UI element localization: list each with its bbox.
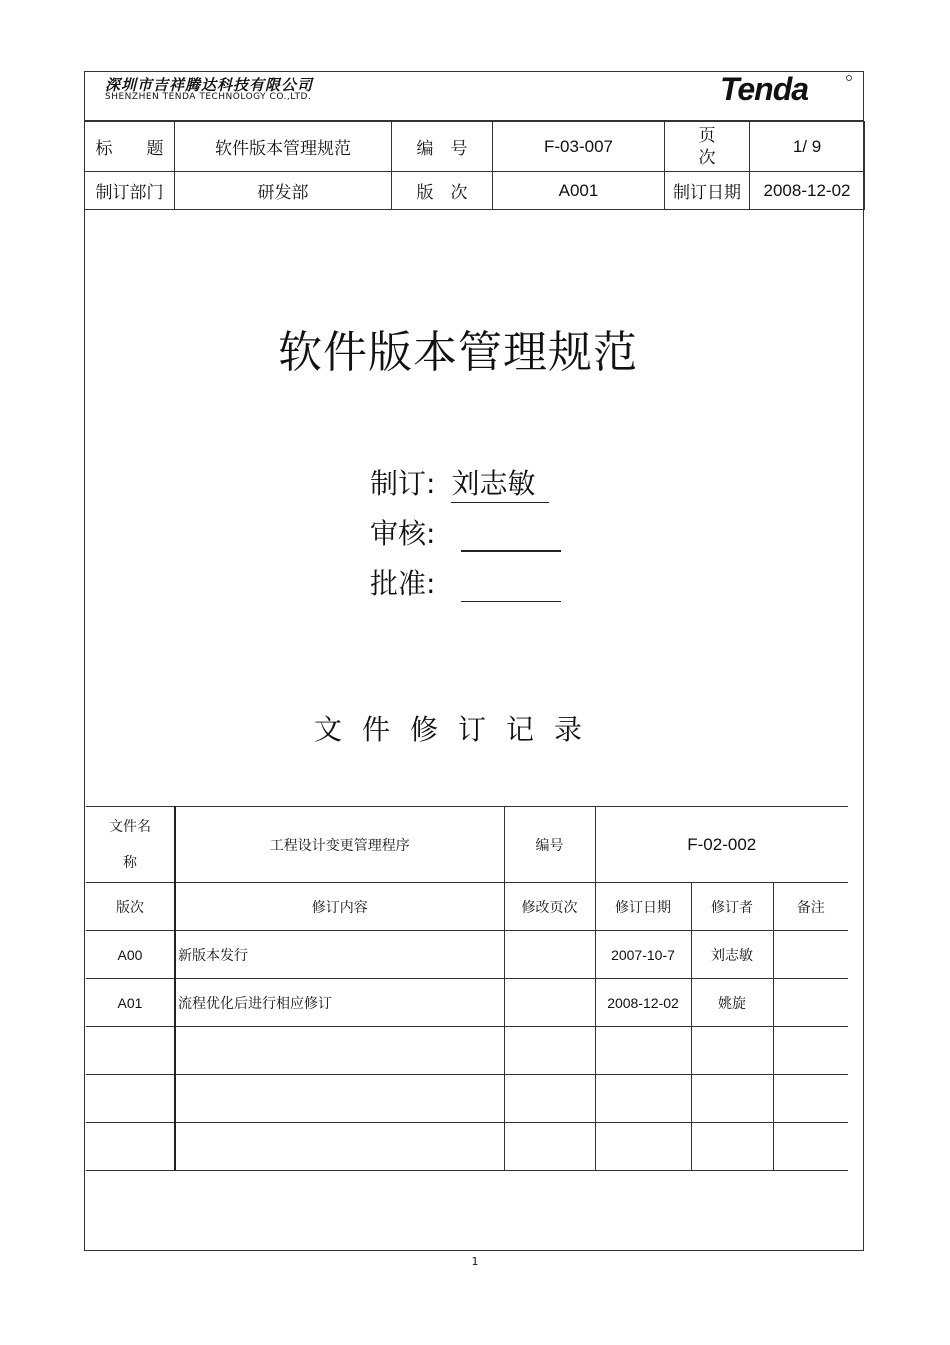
table-cell bbox=[175, 1123, 504, 1171]
file-name-value: 工程设计变更管理程序 bbox=[175, 807, 504, 883]
number-label: 编 号 bbox=[392, 122, 493, 172]
table-cell bbox=[773, 1075, 848, 1123]
page-number: 1 bbox=[471, 1255, 479, 1268]
table-cell bbox=[175, 1075, 504, 1123]
title-label: 标 题 bbox=[85, 122, 175, 172]
file-name-label: 文件名称 bbox=[86, 807, 175, 883]
reviewed-signature-line bbox=[461, 520, 561, 552]
table-cell: 2008-12-02 bbox=[595, 979, 691, 1027]
table-cell bbox=[691, 1075, 773, 1123]
table-row bbox=[86, 1075, 848, 1123]
approved-label: 批准: bbox=[370, 567, 436, 600]
table-cell bbox=[773, 1123, 848, 1171]
reviewed-by bbox=[370, 512, 561, 552]
prepared-name: 刘志敏 bbox=[451, 462, 549, 503]
reviewed-label: 审核: bbox=[370, 517, 436, 550]
version-value: A001 bbox=[493, 172, 665, 210]
document-title: 软件版本管理规范 bbox=[278, 327, 638, 378]
header-cell: 备注 bbox=[773, 883, 848, 931]
table-cell bbox=[175, 1027, 504, 1075]
number-value: F-03-007 bbox=[493, 122, 665, 172]
table-cell: 姚旋 bbox=[691, 979, 773, 1027]
company-name-cn: 深圳市吉祥腾达科技有限公司 bbox=[105, 76, 314, 94]
table-cell bbox=[773, 979, 848, 1027]
header-cell: 修订日期 bbox=[595, 883, 691, 931]
dept-value: 研发部 bbox=[175, 172, 392, 210]
header-cell: 修订内容 bbox=[175, 883, 504, 931]
table-cell bbox=[773, 1027, 848, 1075]
table-cell bbox=[86, 1027, 175, 1075]
page-value: 1/ 9 bbox=[750, 122, 865, 172]
table-header-row bbox=[86, 883, 848, 931]
date-label: 制订日期 bbox=[665, 172, 750, 210]
table-row bbox=[86, 1123, 848, 1171]
header-cell: 版次 bbox=[86, 883, 175, 931]
dept-label: 制订部门 bbox=[85, 172, 175, 210]
table-cell bbox=[595, 1123, 691, 1171]
approved-signature-line bbox=[461, 571, 561, 602]
company-name-en: SHENZHEN TENDA TECHNOLOGY CO.,LTD. bbox=[105, 92, 312, 102]
table-cell bbox=[691, 1027, 773, 1075]
table-row bbox=[86, 979, 848, 1027]
table-cell: A00 bbox=[86, 931, 175, 979]
table-cell: 新版本发行 bbox=[175, 931, 504, 979]
prepared-label: 制订: bbox=[370, 467, 436, 500]
table-cell bbox=[504, 1075, 595, 1123]
table-cell bbox=[504, 1027, 595, 1075]
title-value: 软件版本管理规范 bbox=[175, 122, 392, 172]
header-cell: 修订者 bbox=[691, 883, 773, 931]
table-cell: A01 bbox=[86, 979, 175, 1027]
tenda-logo bbox=[718, 70, 853, 106]
version-label: 版 次 bbox=[392, 172, 493, 210]
logo-text: Tenda bbox=[720, 71, 809, 106]
table-cell: 2007-10-7 bbox=[595, 931, 691, 979]
document-meta-table bbox=[84, 121, 865, 210]
date-value: 2008-12-02 bbox=[750, 172, 865, 210]
table-row bbox=[86, 931, 848, 979]
header-cell: 修改页次 bbox=[504, 883, 595, 931]
revision-table bbox=[86, 806, 848, 1171]
table-cell bbox=[504, 931, 595, 979]
table-cell bbox=[773, 931, 848, 979]
revision-number-value: F-02-002 bbox=[595, 807, 848, 883]
approved-by bbox=[370, 562, 561, 602]
table-cell: 刘志敏 bbox=[691, 931, 773, 979]
revision-heading: 文件修订记录 bbox=[313, 713, 602, 746]
page-label: 页 次 bbox=[665, 122, 750, 172]
prepared-by bbox=[370, 462, 549, 503]
table-cell bbox=[504, 1123, 595, 1171]
revision-number-label: 编号 bbox=[504, 807, 595, 883]
table-cell: 流程优化后进行相应修订 bbox=[175, 979, 504, 1027]
table-cell bbox=[504, 979, 595, 1027]
table-row bbox=[86, 1027, 848, 1075]
table-cell bbox=[691, 1123, 773, 1171]
table-cell bbox=[86, 1075, 175, 1123]
table-cell bbox=[595, 1075, 691, 1123]
table-cell bbox=[86, 1123, 175, 1171]
table-cell bbox=[595, 1027, 691, 1075]
